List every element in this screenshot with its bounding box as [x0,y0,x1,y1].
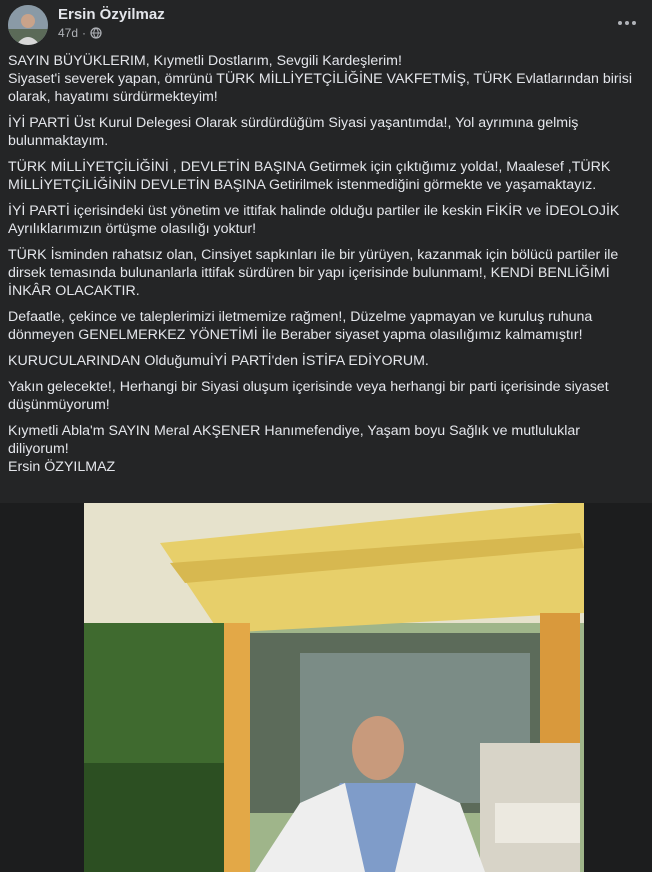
post-paragraph: Kıymetli Abla'm SAYIN Meral AKŞENER Hanımefendiye, Yaşam boyu Sağlık ve mutluluklar diliyorum! Ersin ÖZYILMAZ [8,423,581,475]
more-options-icon[interactable] [614,10,640,36]
post-paragraph: TÜRK MİLLİYETÇİLİĞİNİ , DEVLETİN BAŞINA Getirmek için çıktığımız yolda!, Maalesef ,TÜRK MİLLİYETÇİLİĞİNİN DEVLETİN BAŞINA Getirilmek istenmediğini görmekte ve yaşamaktayız. [8,159,611,193]
post-photo[interactable] [0,503,652,872]
post-text [8,52,638,476]
avatar[interactable] [8,5,48,45]
post-paragraph: SAYIN BÜYÜKLERIM, Kıymetli Dostlarım, Sevgili Kardeşlerim! Siyaset'i severek yapan, ömrünü TÜRK MİLLİYETÇİLİĞİNE VAKFETMİŞ, TÜRK Evlatlarından birisi olarak, hayatımı sürdürmekteyim! [8,53,633,105]
globe-icon[interactable] [90,27,102,39]
post-meta: 47d · [58,26,102,40]
post-paragraph: Defaatle, çekince ve taleplerimizi iletmemize rağmen!, Düzelme yapmayan ve kuruluş ruhuna dönmeyen GENELMERKEZ YÖNETİMİ İle Beraber siyaset yapma olasılığımız kalmamıştır! [8,309,593,343]
signature: Ersin ÖZYILMAZ [8,459,116,475]
post-header [0,0,652,46]
author-name[interactable]: Ersin Özyilmaz [58,6,165,23]
post-time[interactable]: 47d [58,26,79,40]
post-paragraph: KURUCULARINDAN OlduğumuİYİ PARTİ'den İSTİFA EDİYORUM. [8,353,429,369]
post-paragraph: Yakın gelecekte!, Herhangi bir Siyasi oluşum içerisinde veya herhangi bir parti içerisinde siyaset düşünmüyorum! [8,379,609,413]
post-paragraph: TÜRK İsminden rahatsız olan, Cinsiyet sapkınları ile bir yürüyen, kazanmak için bölücü partiler ile dirsek temasında bulunanlarla ittifak sürdüren bir yapı içerisinde bulunmam!, KENDİ BENLİĞİMİ İNKÂR OLACAKTIR. [8,247,619,299]
post-photo-image [0,503,652,872]
post-paragraph: İYİ PARTİ içerisindeki üst yönetim ve ittifak halinde olduğu partiler ile keskin FİKİR ve İDEOLOJİK Ayrılıklarımızın örtüşme olasılığı yoktur! [8,203,620,237]
avatar-image [8,5,48,45]
post-paragraph: İYİ PARTİ Üst Kurul Delegesi Olarak sürdürdüğüm Siyasi yaşantımda!, Yol ayrımına gelmiş bulunmaktayım. [8,115,579,149]
